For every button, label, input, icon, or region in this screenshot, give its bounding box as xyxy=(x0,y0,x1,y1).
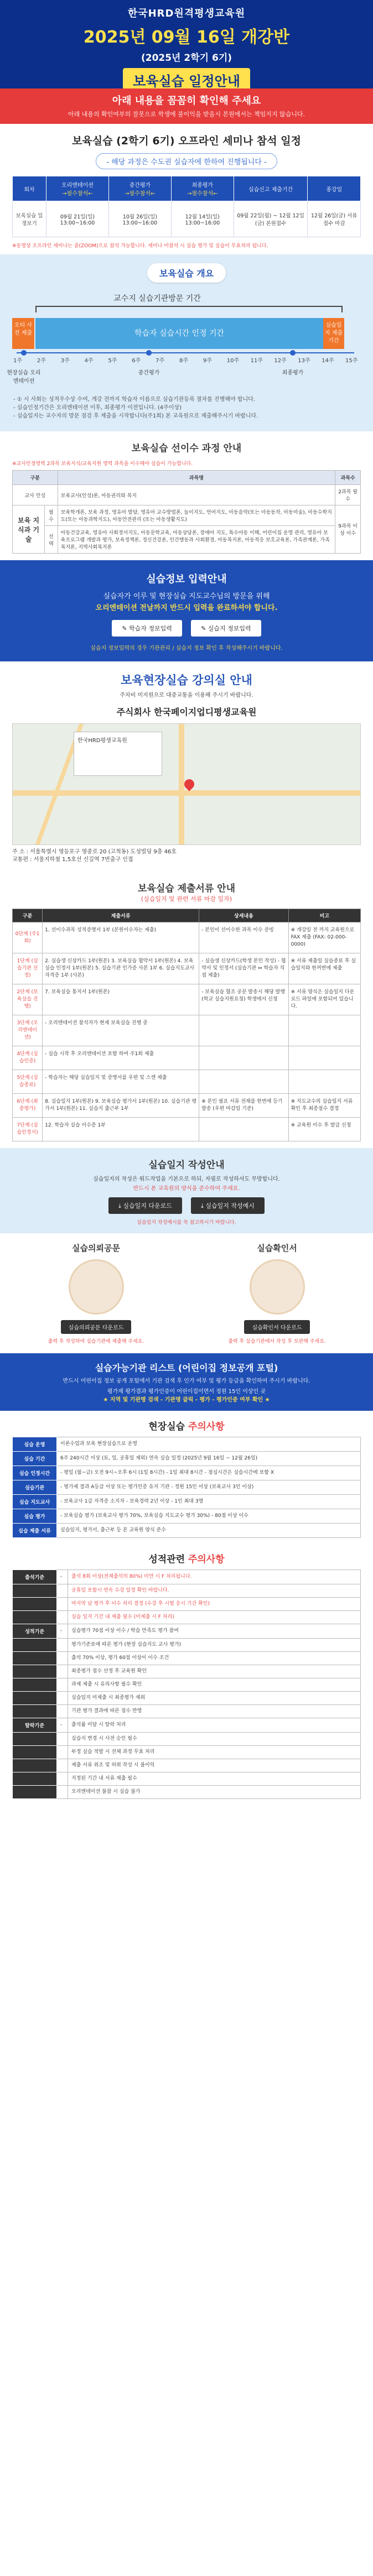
grade-row xyxy=(13,1705,361,1718)
caution-row xyxy=(13,1452,361,1466)
docs-th: 비고 xyxy=(288,909,360,922)
term-subtitle: (2025년 2학기 6기) xyxy=(141,53,232,64)
midterm-dot xyxy=(146,350,152,356)
caution-label: 실습 평가 xyxy=(13,1509,57,1524)
docs-cell: 7. 보육실습 통지서 1부(원본) xyxy=(43,984,199,1015)
docs-cell xyxy=(199,1070,288,1094)
grade-value: 과제 제출 시 유의사항 필수 확인 xyxy=(68,1678,361,1692)
mark-midterm: 중간평가 xyxy=(138,370,160,376)
grade-value: 실습 일지 기간 내 제출 필수 (미제출 시 F 처리) xyxy=(68,1611,361,1624)
grade-dash xyxy=(57,1611,68,1624)
caution-row xyxy=(13,1480,361,1495)
info-title: 실습정보 입력안내 xyxy=(146,573,227,585)
grade-row xyxy=(13,1746,361,1759)
prereq-table xyxy=(12,470,361,554)
docs-cell: 8. 실습일지 1부(원본) 9. 보육실습 평가서 1부(원본) 10. 실습기관 평가서 1부(원본) 11. 실습지 출근부 1부 xyxy=(43,1094,199,1118)
institution-text: 반드시 어린이집 정보 공개 포털에서 기관 검색 후 인가 여부 및 평가 등급을 확인하여 주시기 바랍니다. xyxy=(63,1378,310,1384)
practice-caution-title: 현장실습 주의사항 xyxy=(148,1421,225,1432)
map-title: 보육현장실습 강의실 안내 xyxy=(121,674,252,687)
overview-note: - 실습일지는 교수자의 방문 점검 후 제출을 시작합니다(주1회) 본 교육원으로 제출해주시기 바랍니다. xyxy=(13,413,258,419)
journal-download-label: 실습일지 다운로드 xyxy=(123,1202,172,1209)
docs-cell: - 실습생 신상카드(학생 본인 작성) - 협약서 및 인정서 (실습기관 ↔ 학습자 직접 제출) xyxy=(199,953,288,984)
caution-row xyxy=(13,1466,361,1480)
journal-example-label: 실습일지 작성예시 xyxy=(205,1202,255,1209)
docs-table xyxy=(12,909,361,1141)
prereq-cell: 교사 인성 xyxy=(13,485,58,505)
docs-cell: 1. 선이수과목 성적증명서 1부 (본원이수자는 제출) xyxy=(43,922,199,953)
transit-line: 교통편 : 서울지하철 1,5호선 신길역 7번출구 인접 xyxy=(12,857,133,863)
grade-value: 공휴일 포함시 연속 수강 일정 확인 바랍니다. xyxy=(68,1584,361,1598)
forms-section xyxy=(0,1233,373,1353)
seminar-th: 오리엔테이션 →필수참석← xyxy=(46,176,109,201)
docs-cell xyxy=(288,1015,360,1046)
notice-title: 아래 내용을 꼼꼼히 확인해 주세요 xyxy=(112,95,261,107)
week-label: 14주 xyxy=(322,358,334,364)
grade-row xyxy=(13,1759,361,1772)
grade-value: 출석 70% 이상, 평가 60점 이상이 이수 조건 xyxy=(68,1652,361,1665)
notice-bar xyxy=(0,88,373,124)
request-letter-card xyxy=(19,1242,174,1344)
docs-cell: ※ 교육원 이수 후 발급 신청 xyxy=(288,1118,360,1141)
grade-row xyxy=(13,1772,361,1786)
journal-text: 실습일지의 작성은 워드작업을 기본으로 하되, 자필로 작성하셔도 무방합니다. xyxy=(93,1176,280,1182)
docs-cell: 5단계 (실습종료) xyxy=(13,1070,43,1094)
map-image[interactable] xyxy=(12,723,361,845)
docs-cell: ※ 개강일 전 까지 교육원으로 FAX 제출 (FAX: 02-000-0000) xyxy=(288,922,360,953)
pencil-icon: ✎ xyxy=(122,625,129,632)
docs-cell: 4단계 (실습인증) xyxy=(13,1046,43,1070)
map-subtitle: 주차비 미지원으로 대중교통을 이용해 주시기 바랍니다. xyxy=(120,692,253,698)
docs-row xyxy=(13,922,361,953)
download-icon: ⤓ xyxy=(118,1202,123,1209)
docs-row xyxy=(13,984,361,1015)
grade-row xyxy=(13,1678,361,1692)
grade-value: 지정된 기간 내 서류 제출 필수 xyxy=(68,1772,361,1786)
caution-label: 실습 제출 서류 xyxy=(13,1524,57,1538)
grade-dash xyxy=(57,1584,68,1598)
week-label: 5주 xyxy=(108,358,117,364)
request-letter-note: 출력 후 작성하여 실습기관에 제출해 주세요. xyxy=(48,1339,144,1344)
ot-tag: 오티 사전 제출 xyxy=(12,318,34,349)
grade-value: 오리엔테이션 불참 시 실습 불가 xyxy=(68,1786,361,1799)
prereq-title: 보육실습 선이수 과정 안내 xyxy=(131,443,242,454)
docs-th: 구분 xyxy=(13,909,43,922)
grade-label: 출석기준 xyxy=(13,1570,57,1584)
docs-cell: 0단계 (주1회) xyxy=(13,922,43,953)
seminar-th: 최종평가 →필수참석← xyxy=(171,176,234,201)
caution-label: 실습 기간 xyxy=(13,1452,57,1466)
week-label: 9주 xyxy=(203,358,212,364)
docs-cell: 3단계 (오리엔테이션) xyxy=(13,1015,43,1046)
caution-label: 실습 지도교사 xyxy=(13,1495,57,1509)
grade-dash xyxy=(57,1786,68,1799)
docs-cell: - 실습 시작 후 오리엔테이션 포함 하여 주1회 제출 xyxy=(43,1046,199,1070)
grade-caution-title: 성적관련 주의사항 xyxy=(148,1554,225,1565)
caution-value: 실습일지, 평가서, 출근부 등 본 교육원 양식 준수 xyxy=(57,1524,361,1538)
week-label: 11주 xyxy=(250,358,263,364)
prereq-th: 과목수 xyxy=(335,471,361,485)
prereq-cell: 보육 지식과 기술 xyxy=(13,505,45,554)
mark-final: 최종평가 xyxy=(282,370,304,376)
request-letter-title: 실습의뢰공문 xyxy=(72,1243,120,1253)
week-label: 1주 xyxy=(13,358,23,364)
week-label: 2주 xyxy=(37,358,46,364)
docs-subtitle: (실습일지 및 관련 서류 마감 일자) xyxy=(141,895,232,903)
grade-label xyxy=(13,1705,57,1718)
prereq-cell: 아동건강교육, 영유아 사회정서지도, 아동문학교육, 아동상담론, 장애아 지도, 특수아동 이해, 어린이집 운영 관리, 영유아 보육프로그램 개발과 평가, 보육정책론, 정신건강론, 인간행동과 사회환경, 아동복지론, 아동적응 보호교육론, 가족관계론, 가족복지론, 지역사회복지론 xyxy=(58,526,335,554)
seminar-th: 종강일 xyxy=(308,176,361,201)
grade-row xyxy=(13,1652,361,1665)
docs-section xyxy=(0,872,373,1148)
map-road xyxy=(13,790,361,796)
docs-cell xyxy=(199,1015,288,1046)
docs-cell: 1단계 (실습기관 선정) xyxy=(13,953,43,984)
prereq-cell: 보육교사(인성)론, 아동권리와 복지 xyxy=(58,485,335,505)
prereq-cell: 9과목 이상 이수 xyxy=(335,505,361,554)
grade-row xyxy=(13,1639,361,1652)
week-label: 4주 xyxy=(84,358,94,364)
grade-label xyxy=(13,1692,57,1705)
caution-label: 실습 인정시간 xyxy=(13,1466,57,1480)
grade-value: 출석률 미달 시 탈락 처리 xyxy=(68,1718,361,1733)
org-name: 한국HRD원격평생교육원 xyxy=(127,8,246,19)
seminar-th: 실습신고 제출기간 xyxy=(234,176,308,201)
grade-value: 실습평가 70점 이상 이수 / 학습 만족도 평가 참여 xyxy=(68,1624,361,1639)
seminar-cell: 09월 22일(월) ~ 12월 12일(금) 본원접수 xyxy=(234,201,308,237)
confirmation-note: 출력 후 실습기관에서 작성 후 보관해 주세요. xyxy=(228,1339,326,1344)
confirmation-title: 실습확인서 xyxy=(257,1243,297,1253)
journal-submit-tag: 실습일지 제출기간 xyxy=(323,318,344,349)
journal-download-button[interactable] xyxy=(108,1197,182,1214)
grade-row xyxy=(13,1733,361,1746)
grade-dash xyxy=(57,1759,68,1772)
docs-title: 보육실습 제출서류 안내 xyxy=(137,883,236,894)
seminar-note: ※동영상 오프라인 세미나는 줌(ZOOM)으로 참석 가능합니다. 세미나 미참석 시 실습 평가 및 실습이 무효처리 됩니다. xyxy=(12,243,268,249)
grade-row xyxy=(13,1611,361,1624)
map-pin-icon xyxy=(182,777,196,791)
docs-cell: 2단계 (보육실습 진행) xyxy=(13,984,43,1015)
seminar-title: 보육실습 (2학기 6기) 오프라인 세미나 참석 일정 xyxy=(72,135,301,147)
grade-dash xyxy=(57,1652,68,1665)
info-deadline: 오리엔테이션 전날까지 반드시 입력을 완료하셔야 합니다. xyxy=(95,604,278,612)
document-image xyxy=(250,1259,305,1315)
docs-row xyxy=(13,953,361,984)
grade-label xyxy=(13,1639,57,1652)
seminar-table xyxy=(12,176,361,237)
week-label: 8주 xyxy=(179,358,189,364)
docs-cell: 7단계 (실습인정서) xyxy=(13,1118,43,1141)
grade-dash xyxy=(57,1746,68,1759)
overview-note: - ① 시 사회는 성적우수상 수여, 개강 전까지 학습자 이름으로 실습기관등록 절차를 진행해야 합니다. xyxy=(13,397,255,403)
docs-row xyxy=(13,1015,361,1046)
grade-dash: - xyxy=(57,1570,68,1584)
docs-cell: - 보육실습 협조 공문 발송시 해당 발행 (학교 실습지원요청) 학생에서 신청 xyxy=(199,984,288,1015)
seminar-cell: 12월 26일(금) 서류접수 마감 xyxy=(308,201,361,237)
docs-cell: - 오리엔테이션 참석자가 현재 보육실습 진행 중 xyxy=(43,1015,199,1046)
confirmation-download-label: 실습확인서 다운로드 xyxy=(252,1325,302,1331)
grade-label xyxy=(13,1584,57,1598)
prereq-th: 과목명 xyxy=(58,471,335,485)
docs-cell: - 본인이 선이수한 과목 이수 증빙 xyxy=(199,922,288,953)
practice-period-bar: 학습자 실습시간 인정 기간 xyxy=(35,318,323,349)
grade-row xyxy=(13,1665,361,1678)
hero-banner xyxy=(0,0,373,88)
docs-cell: ※ 지도교수의 실습일지 서류 확인 후 최종점수 결정 xyxy=(288,1094,360,1118)
schedule-banner: 보육실습 일정안내 xyxy=(123,68,250,88)
grade-value: 최종평가 점수 산정 후 교육원 확인 xyxy=(68,1665,361,1678)
site-info-label: 실습지 정보입력 xyxy=(208,625,251,632)
grade-dash xyxy=(57,1598,68,1611)
grade-label xyxy=(13,1759,57,1772)
overview-note: - 실습인정기간은 오리엔테이션 이후, 최종평가 이전입니다. (4주이상) xyxy=(13,405,182,411)
overview-title: 보육실습 개요 xyxy=(147,263,226,283)
week-label: 7주 xyxy=(156,358,165,364)
site-info-button[interactable] xyxy=(191,620,261,637)
grade-label xyxy=(13,1665,57,1678)
docs-row xyxy=(13,1046,361,1070)
docs-cell: ※ 서류 제출일 실습종료 후 실습일지와 한꺼번에 제출 xyxy=(288,953,360,984)
grade-label xyxy=(13,1652,57,1665)
student-info-label: 학습자 정보입력 xyxy=(129,625,172,632)
request-letter-download-button[interactable] xyxy=(61,1320,132,1334)
journal-example-button[interactable] xyxy=(191,1197,265,1214)
grade-label xyxy=(13,1598,57,1611)
institution-title: 실습가능기관 리스트 (어린이집 정보공개 포털) xyxy=(95,1363,278,1373)
week-label: 13주 xyxy=(298,358,310,364)
grade-dash xyxy=(57,1733,68,1746)
grade-dash: - xyxy=(57,1718,68,1733)
docs-th: 제출서류 xyxy=(43,909,199,922)
grade-row xyxy=(13,1624,361,1639)
caution-value: 6주 240시간 이상 (토, 일, 공휴일 제외) 연속 실습 일정 (2025년 9월 16일 ~ 12월 26일) xyxy=(57,1452,361,1466)
grade-label xyxy=(13,1772,57,1786)
grade-value: 실습지 변경 시 사전 승인 필수 xyxy=(68,1733,361,1746)
info-section xyxy=(0,560,373,661)
seminar-subtitle: - 해당 과정은 수도권 실습자에 한하여 진행됩니다 - xyxy=(96,153,277,169)
caution-row xyxy=(13,1437,361,1452)
seminar-cell: 12월 14일(일) 13:00~16:00 xyxy=(171,201,234,237)
map-card-label: 한국HRD평생교육원 xyxy=(77,738,127,744)
prereq-th: 구분 xyxy=(13,471,58,485)
grade-value: 기관 평가 결과에 따른 점수 반영 xyxy=(68,1705,361,1718)
week-label: 12주 xyxy=(274,358,287,364)
final-dot xyxy=(290,350,296,356)
confirmation-card xyxy=(200,1242,355,1344)
overview-notes xyxy=(0,395,373,420)
grade-label xyxy=(13,1611,57,1624)
grade-row xyxy=(13,1584,361,1598)
info-text: 실습자가 이루 및 현장실습 지도교수님의 방문을 위해 xyxy=(103,592,270,601)
docs-row xyxy=(13,1118,361,1141)
institution-section[interactable] xyxy=(0,1353,373,1411)
address xyxy=(12,848,361,864)
grade-dash xyxy=(57,1772,68,1786)
docs-th: 상세내용 xyxy=(199,909,288,922)
grade-label: 탈락기준 xyxy=(13,1718,57,1733)
docs-cell xyxy=(288,1070,360,1094)
document-image xyxy=(69,1259,124,1315)
address-line: 주 소 : 서울특별시 영등포구 영중로 20 (고척동) 도성빌딩 9층 46호 xyxy=(12,849,177,855)
docs-cell xyxy=(199,1046,288,1070)
request-letter-download-label: 실습의뢰공문 다운로드 xyxy=(68,1325,124,1331)
docs-row xyxy=(13,1094,361,1118)
grade-value: 평가기준표에 따른 평가 (현장 실습지도 교사 평가) xyxy=(68,1639,361,1652)
seminar-cell: 보육실습 일정보기 xyxy=(13,201,46,237)
practice-caution-table xyxy=(12,1437,361,1538)
caution-value: - 보육교사 1급 자격증 소지자 - 보육경력 2년 이상 - 1인 최대 3명 xyxy=(57,1495,361,1509)
prereq-cell: 보육학개론, 보육 과정, 영유아 발달, 영유아 교수방법론, 놀이지도, 언어지도, 아동음악(또는 아동동작, 아동미술), 아동수학지도(또는 아동과학지도), 아동안전관리 (또는 아동생활지도) xyxy=(58,505,335,526)
grade-value: 실습일지 미제출 시 최종평가 제외 xyxy=(68,1692,361,1705)
practice-caution-section xyxy=(0,1411,373,1543)
docs-cell: 6단계 (최종평가) xyxy=(13,1094,43,1118)
caution-row xyxy=(13,1495,361,1509)
info-note: 실습지 정보입력의 경우 기관관리 / 실습지 정보 확인 후 작성해주시기 바랍니다. xyxy=(90,645,283,651)
grade-row xyxy=(13,1598,361,1611)
grade-value: 제출 서류 위조 및 허위 작성 시 불이익 xyxy=(68,1759,361,1772)
seminar-th: 회차 xyxy=(13,176,46,201)
confirmation-download-button[interactable] xyxy=(244,1320,309,1334)
caution-label: 실습기관 xyxy=(13,1480,57,1495)
docs-cell: ※ 본인 필요 서류 전체를 한번에 등기 발송 (우편 마감일 기준) xyxy=(199,1094,288,1118)
map-section xyxy=(0,661,373,872)
visit-period-label: 교수지 실습기관방문 기간 xyxy=(113,294,201,303)
grade-caution-section xyxy=(0,1543,373,1805)
grade-row xyxy=(13,1786,361,1799)
grade-caution-table xyxy=(12,1569,361,1799)
docs-cell xyxy=(288,1046,360,1070)
grade-label xyxy=(13,1733,57,1746)
company-name: 주식회사 한국페이지업디평생교육원 xyxy=(116,707,257,717)
docs-cell: 12. 학습자 실습 이수증 1부 xyxy=(43,1118,199,1141)
prereq-cell: 선택 xyxy=(44,526,58,554)
map-road xyxy=(179,724,184,845)
caution-value: - 평일 (월~금) 오전 9시~오후 6시 (1일 8시간) - 1일 최대 8시간 - 점심시간은 실습시간에 포함 X xyxy=(57,1466,361,1480)
caution-row xyxy=(13,1524,361,1538)
prereq-cell: 필수 xyxy=(44,505,58,526)
week-label: 10주 xyxy=(226,358,240,364)
grade-dash xyxy=(57,1705,68,1718)
grade-label: 성적기준 xyxy=(13,1624,57,1639)
week-label: 15주 xyxy=(345,358,358,364)
grade-row xyxy=(13,1570,361,1584)
seminar-th: 중간평가 →필수참석← xyxy=(108,176,171,201)
docs-cell: 2. 실습생 신상카드 1부(원본) 3. 보육실습 협약서 1부(원본) 4. 보육실습 인정서 1부(원본) 5. 실습기관 인가증 사본 1부 6. 실습지도교사 자격증 1부 (사본) xyxy=(43,953,199,984)
course-start-title: 2025년 09월 16일 개강반 xyxy=(83,28,290,47)
grade-label xyxy=(13,1678,57,1692)
grade-dash: - xyxy=(57,1624,68,1639)
journal-note: 실습일지 작성예시를 꼭 참고하시기 바랍니다. xyxy=(137,1220,236,1226)
grade-value: 출석 8회 이상(전체출석의 80%) 미만 시 F 처리됩니다. xyxy=(68,1570,361,1584)
caution-value: - 평가제 결과 A등급 이상 또는 평가인증 유지 기관 - 정원 15인 이상 (보육교사 3인 이상) xyxy=(57,1480,361,1495)
seminar-section xyxy=(0,124,373,254)
grade-row xyxy=(13,1692,361,1705)
week-label: 6주 xyxy=(132,358,141,364)
grade-label xyxy=(13,1746,57,1759)
docs-cell: ※ 서류 양식은 실습일지 다운로드 파일에 포함되어 있습니다. xyxy=(288,984,360,1015)
grade-value: 마지막 날 평가 후 이수 처리 결정 (수강 후 시험 응시 기간 확인) xyxy=(68,1598,361,1611)
institution-criteria: 평가제 평가결과 평가인증이 어린이집이면서 정원 15인 이상인 곳 xyxy=(107,1389,266,1395)
caution-value: 이론수업과 보육 현장실습으로 운영 xyxy=(57,1437,361,1452)
timeline xyxy=(7,290,360,395)
grade-dash xyxy=(57,1678,68,1692)
timeline-axis xyxy=(17,352,354,353)
seminar-cell: 10월 26일(일) 13:00~16:00 xyxy=(108,201,171,237)
mark-ot: 현장실습 오리엔테이션 xyxy=(7,370,41,384)
docs-cell: - 학습자는 해당 실습일지 및 증명서를 우편 및 스캔 제출 xyxy=(43,1070,199,1094)
caution-row xyxy=(13,1509,361,1524)
prereq-note: ※교사인정영역 2과목 보육지식/교육지원 영역 과목을 이수해야 실습이 가능합니다. xyxy=(12,461,193,467)
week-label: 3주 xyxy=(60,358,70,364)
institution-howto: ★ 지역 및 기관명 검색 - 기관명 클릭 - 평가 - 평가인증 여부 확인 ★ xyxy=(103,1397,270,1403)
grade-dash xyxy=(57,1639,68,1652)
docs-cell xyxy=(199,1118,288,1141)
visit-period-bracket xyxy=(35,306,343,312)
grade-label xyxy=(13,1786,57,1799)
grade-dash xyxy=(57,1665,68,1678)
journal-title: 실습일지 작성안내 xyxy=(148,1160,225,1171)
grade-row xyxy=(13,1718,361,1733)
notice-text: 아래 내용의 확인여부의 잘못으로 학생에 불이익을 받을시 본원에서는 책임지지 않습니다. xyxy=(68,111,305,118)
seminar-cell: 09월 21일(일) 13:00~16:00 xyxy=(46,201,109,237)
journal-warning: 반드시 본 교육원의 양식을 준수하여 주세요. xyxy=(133,1186,240,1192)
caution-value: - 보육실습 평가 (보육교사 평가 70%, 보육실습 지도교수 평가 30%) - 80점 이상 이수 xyxy=(57,1509,361,1524)
student-info-button[interactable] xyxy=(112,620,182,637)
journal-section xyxy=(0,1148,373,1233)
grade-dash xyxy=(57,1692,68,1705)
overview-section xyxy=(0,254,373,431)
docs-row xyxy=(13,1070,361,1094)
prereq-cell: 2과목 필수 xyxy=(335,485,361,505)
prereq-section xyxy=(0,431,373,560)
grade-value: 부정 실습 적발 시 전체 과정 무효 처리 xyxy=(68,1746,361,1759)
map-card xyxy=(74,732,162,776)
download-icon: ⤓ xyxy=(201,1202,206,1209)
pencil-icon: ✎ xyxy=(201,625,208,632)
ot-dot xyxy=(21,350,27,356)
caution-label: 실습 운영 xyxy=(13,1437,57,1452)
